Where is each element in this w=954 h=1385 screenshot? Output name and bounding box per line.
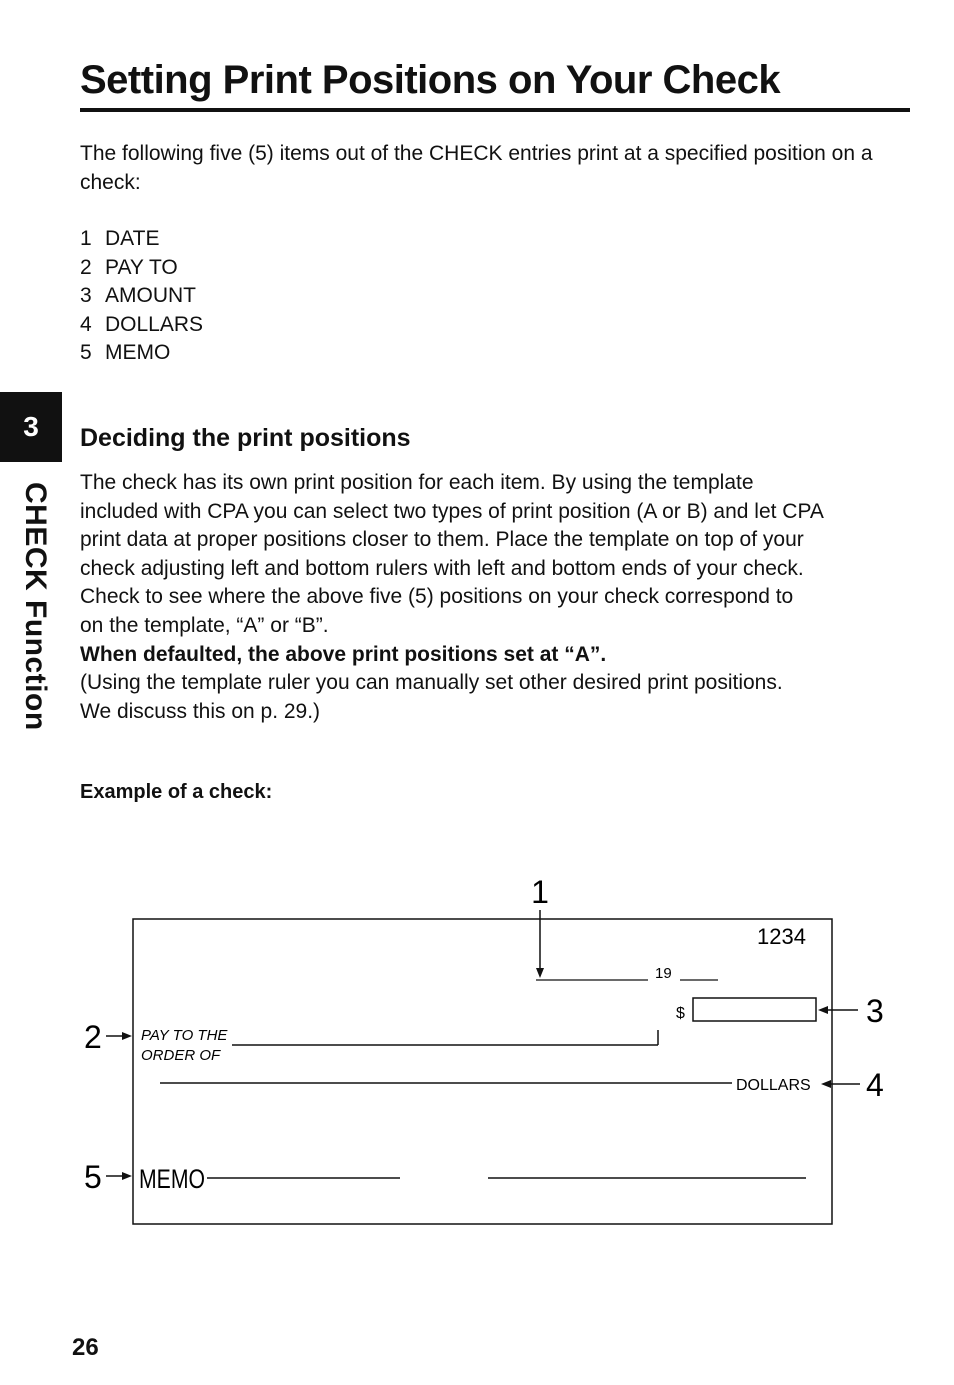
amount-box	[693, 998, 816, 1021]
body-line: on the template, “A” or “B”.	[80, 613, 329, 637]
body-line: Check to see where the above five (5) positions on your check correspond to	[80, 585, 794, 609]
callout-memo: 5	[84, 1159, 102, 1195]
default-note: When defaulted, the above print positions set at “A”.	[80, 642, 607, 666]
dollar-sign: $	[676, 1005, 685, 1022]
title-underline	[80, 108, 910, 112]
print-items-list	[80, 225, 203, 368]
callout-date: 1	[531, 874, 549, 910]
pay-to-label-line1: PAY TO THE	[141, 1027, 228, 1044]
body-line: print data at proper positions closer to them. Place the template on top of your	[80, 528, 804, 552]
dollars-label: DOLLARS	[736, 1077, 811, 1094]
list-item: 4 DOLLARS	[80, 312, 204, 336]
list-item: 5 MEMO	[80, 341, 171, 365]
chapter-tab: 3	[0, 392, 62, 462]
page-number: 26	[72, 1334, 99, 1361]
callout-dollars: 4	[866, 1067, 884, 1103]
page-title: Setting Print Positions on Your Check	[80, 58, 781, 102]
arrowhead	[122, 1032, 132, 1040]
list-item: 2 PAY TO	[80, 255, 178, 279]
section-heading: Deciding the print positions	[80, 424, 411, 452]
body-line: The check has its own print position for each item. By using the template	[80, 471, 754, 494]
section-body	[80, 469, 910, 726]
check-diagram	[0, 860, 954, 1240]
callout-pay-to: 2	[84, 1019, 102, 1055]
year-prefix: 19	[655, 965, 672, 982]
list-item: 3 AMOUNT	[80, 284, 196, 308]
check-number: 1234	[757, 924, 806, 949]
chapter-label: CHECK Function	[19, 482, 52, 731]
arrowhead	[536, 968, 544, 978]
example-label: Example of a check:	[80, 781, 273, 803]
intro-paragraph: The following five (5) items out of the CHECK entries print at a specified position on a check:	[80, 142, 873, 194]
body-line: check adjusting left and bottom rulers with left and bottom ends of your check.	[80, 556, 804, 580]
list-item: 1 DATE	[80, 227, 160, 250]
pay-to-label-line2: ORDER OF	[141, 1047, 221, 1064]
body-line: (Using the template ruler you can manually set other desired print positions.	[80, 671, 783, 695]
body-line: included with CPA you can select two types of print position (A or B) and let CPA	[80, 499, 824, 523]
memo-label: MEMO	[139, 1164, 205, 1194]
callout-amount: 3	[866, 993, 884, 1029]
arrowhead	[122, 1172, 132, 1180]
body-line: We discuss this on p. 29.)	[80, 699, 321, 723]
